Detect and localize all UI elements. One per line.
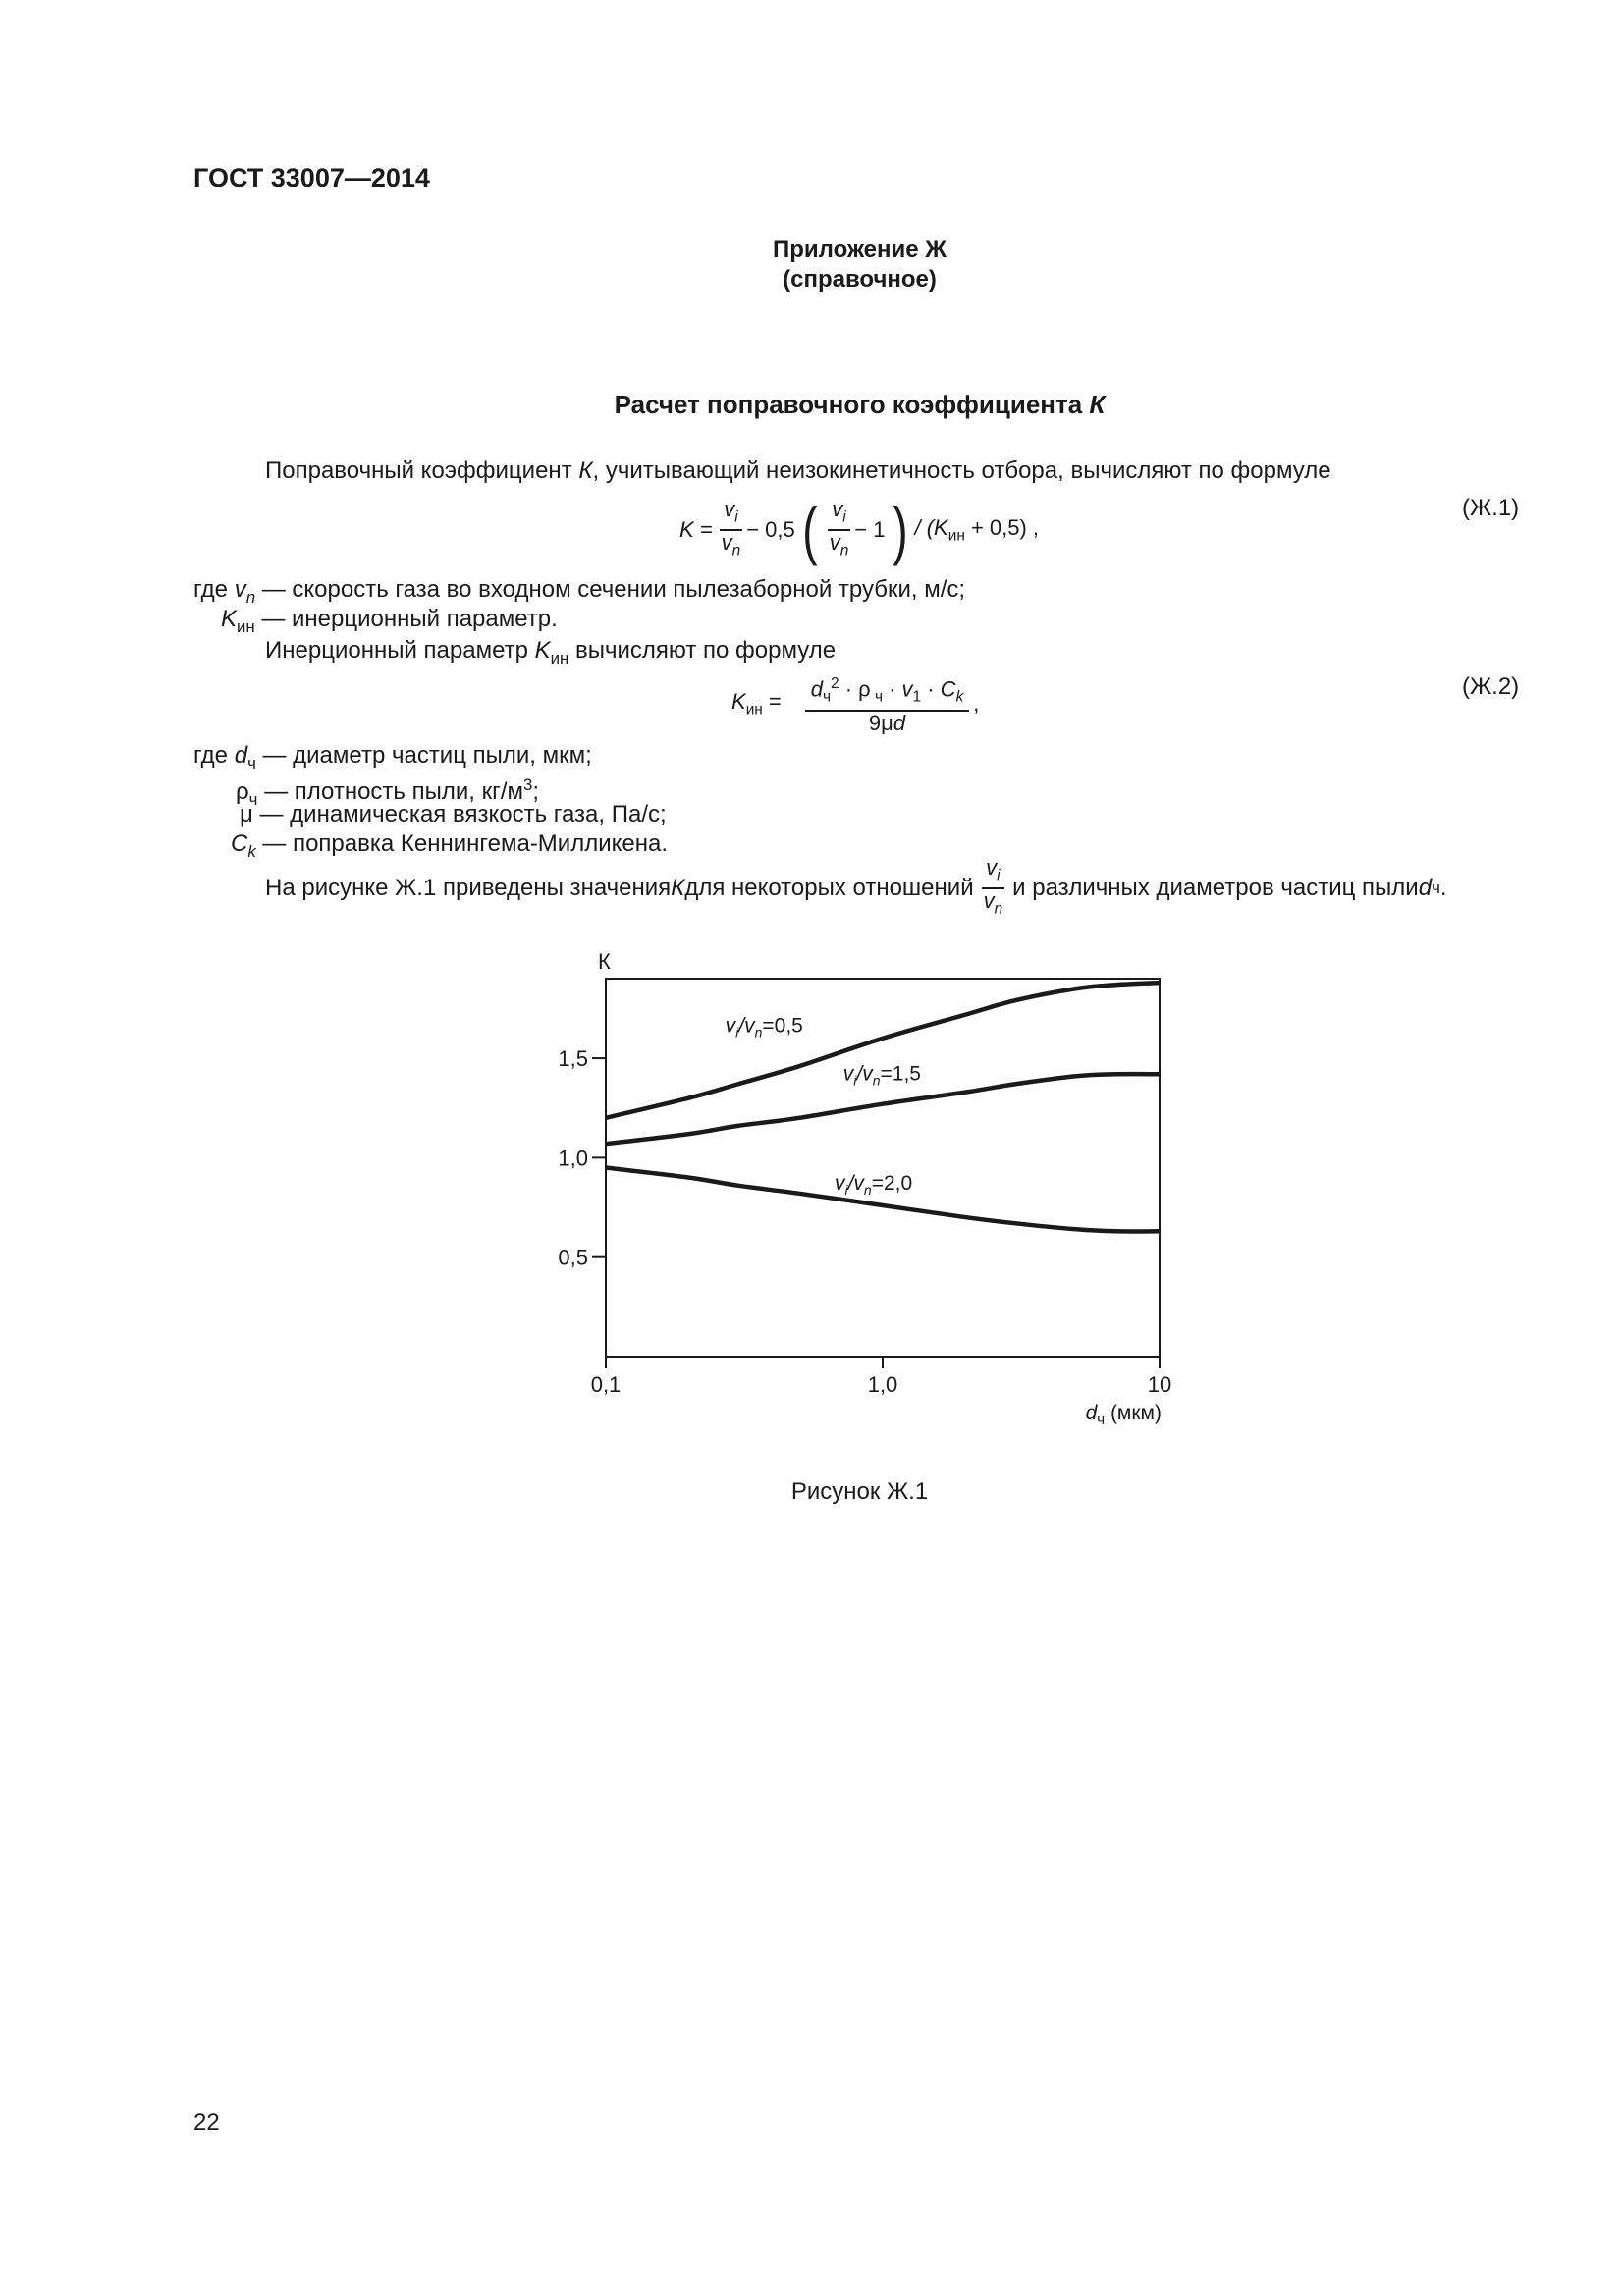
formula-1-minus-one: − 1	[854, 517, 886, 542]
figref-d-sub: ч	[1432, 879, 1440, 897]
formula-2-eq: =	[762, 688, 782, 714]
where-1-v-sub: n	[245, 587, 256, 607]
series-label: $v_i/v_n=2,0$	[834, 1171, 913, 1198]
where-1-v-desc: — скорость газа во входном сечении пылезаборной трубки, м/с;	[255, 576, 966, 603]
formula-2-comma: ,	[973, 691, 980, 716]
f2-den-b: d	[893, 710, 906, 735]
appendix-type: (справочное)	[783, 266, 937, 293]
where-2-rho-sub: ч	[248, 789, 258, 809]
where-2-gde: где	[193, 742, 235, 769]
figref-mid: для некоторых отношений	[684, 875, 974, 901]
formula-1-tail-b: + 0,5) ,	[964, 514, 1040, 540]
figure-caption: Рисунок Ж.1	[790, 1478, 929, 1505]
figref-d: d	[1418, 875, 1433, 901]
x-tick-label: 10	[1147, 1372, 1172, 1397]
frac2-num: v	[832, 496, 843, 521]
y-tick-label: 1,0	[558, 1146, 588, 1171]
series-label: $v_i/v_n=0,5$	[725, 1014, 803, 1041]
y-tick-label: 1,5	[558, 1046, 588, 1072]
where-1-k-desc: — инерционный параметр.	[254, 606, 558, 632]
where-2-c-symbol: C	[231, 830, 248, 857]
frac2-den-sub: n	[839, 542, 849, 560]
where-1-v-symbol: v	[234, 576, 246, 603]
inert-symbol: K	[534, 637, 551, 664]
where-2-d-sub: ч	[247, 753, 256, 773]
x-tick-label: 0,1	[590, 1372, 622, 1397]
f2-c: · C	[921, 676, 956, 702]
intro-symbol: К	[578, 457, 593, 484]
f2-v: · v	[882, 676, 913, 702]
f2-rho-sub: ч	[870, 688, 883, 706]
where-2-mu-desc: — динамическая вязкость газа, Па/с;	[252, 801, 667, 828]
series-line	[606, 983, 1160, 1118]
figref-den: v	[983, 888, 995, 913]
plot-frame	[606, 979, 1160, 1357]
figref-end: .	[1439, 875, 1447, 901]
figref-den-sub: n	[994, 900, 1003, 918]
frac2-den: v	[829, 530, 840, 555]
formula-2-lhs: K	[731, 688, 746, 714]
right-paren: )	[892, 494, 908, 566]
document-code: ГОСТ 33007—2014	[193, 163, 430, 192]
formula-1-lhs: K =	[679, 517, 713, 542]
intro-text-before: Поправочный коэффициент	[265, 457, 579, 484]
frac1-num: v	[724, 496, 735, 521]
f2-c-sub: k	[955, 688, 964, 706]
figref-num: v	[986, 854, 998, 880]
where-2-rho-sup: 3	[523, 775, 533, 794]
where-1-gde: где	[193, 576, 235, 603]
where-2-c-desc: — поправка Кеннингема-Милликена.	[255, 830, 669, 857]
where-2-mu-symbol: μ	[240, 801, 253, 828]
where-2-rho-end: ;	[532, 778, 540, 805]
inert-after: вычисляют по формуле	[568, 637, 837, 664]
formula-1-tail-sub: ин	[947, 527, 965, 545]
figref-before: На рисунке Ж.1 приведены значения	[265, 875, 672, 901]
where-2-d-desc: — диаметр частиц пыли, мкм;	[255, 742, 592, 769]
left-paren: (	[802, 494, 818, 566]
formula-2-number: (Ж.2)	[1462, 673, 1520, 700]
where-2-rho-desc: — плотность пыли, кг/м	[257, 778, 524, 805]
x-tick-label: 1,0	[867, 1372, 898, 1397]
intro-text-after: , учитывающий неизокинетичность отбора, вычисляют по формуле	[592, 457, 1331, 484]
y-tick-label: 0,5	[558, 1245, 588, 1270]
f2-d-sub: ч	[823, 688, 832, 706]
section-title-symbol: К	[1089, 390, 1106, 419]
figref-num-sub: i	[997, 867, 1001, 883]
series-label: $v_i/v_n=1,5$	[842, 1062, 922, 1089]
y-axis-label: К	[598, 949, 611, 974]
appendix-title: Приложение Ж	[773, 237, 947, 263]
formula-2-lhs-sub: ин	[745, 701, 763, 719]
where-2-rho-symbol: ρ	[236, 778, 249, 805]
x-axis-label: $d_ч$ (мкм)	[1085, 1402, 1162, 1428]
inert-sub: ин	[550, 648, 569, 667]
figref-k: К	[671, 875, 685, 901]
frac1-num-sub: i	[734, 508, 738, 525]
f2-v-sub: 1	[912, 688, 922, 706]
where-2-d-symbol: d	[234, 742, 248, 769]
where-1-k-symbol: K	[221, 606, 238, 632]
page-number: 22	[193, 2109, 220, 2136]
f2-rho: · ρ	[839, 676, 871, 702]
f2-d: d	[810, 676, 824, 702]
inert-text: Инерционный параметр	[265, 637, 535, 664]
formula-1-number: (Ж.1)	[1462, 495, 1520, 521]
figref-after: и различных диаметров частиц пыли	[1012, 875, 1419, 901]
section-title-text: Расчет поправочного коэффициента	[614, 390, 1090, 419]
where-1-k-sub: ин	[237, 616, 255, 636]
frac1-den: v	[721, 530, 732, 555]
formula-1-tail-a: / (K	[914, 514, 948, 540]
f2-den-a: 9μ	[868, 710, 893, 735]
frac2-num-sub: i	[842, 508, 846, 525]
formula-1-middle: − 0,5	[746, 517, 795, 542]
where-2-c-sub: k	[247, 841, 256, 861]
f2-d-sup: 2	[831, 675, 839, 693]
frac1-den-sub: n	[731, 542, 741, 560]
